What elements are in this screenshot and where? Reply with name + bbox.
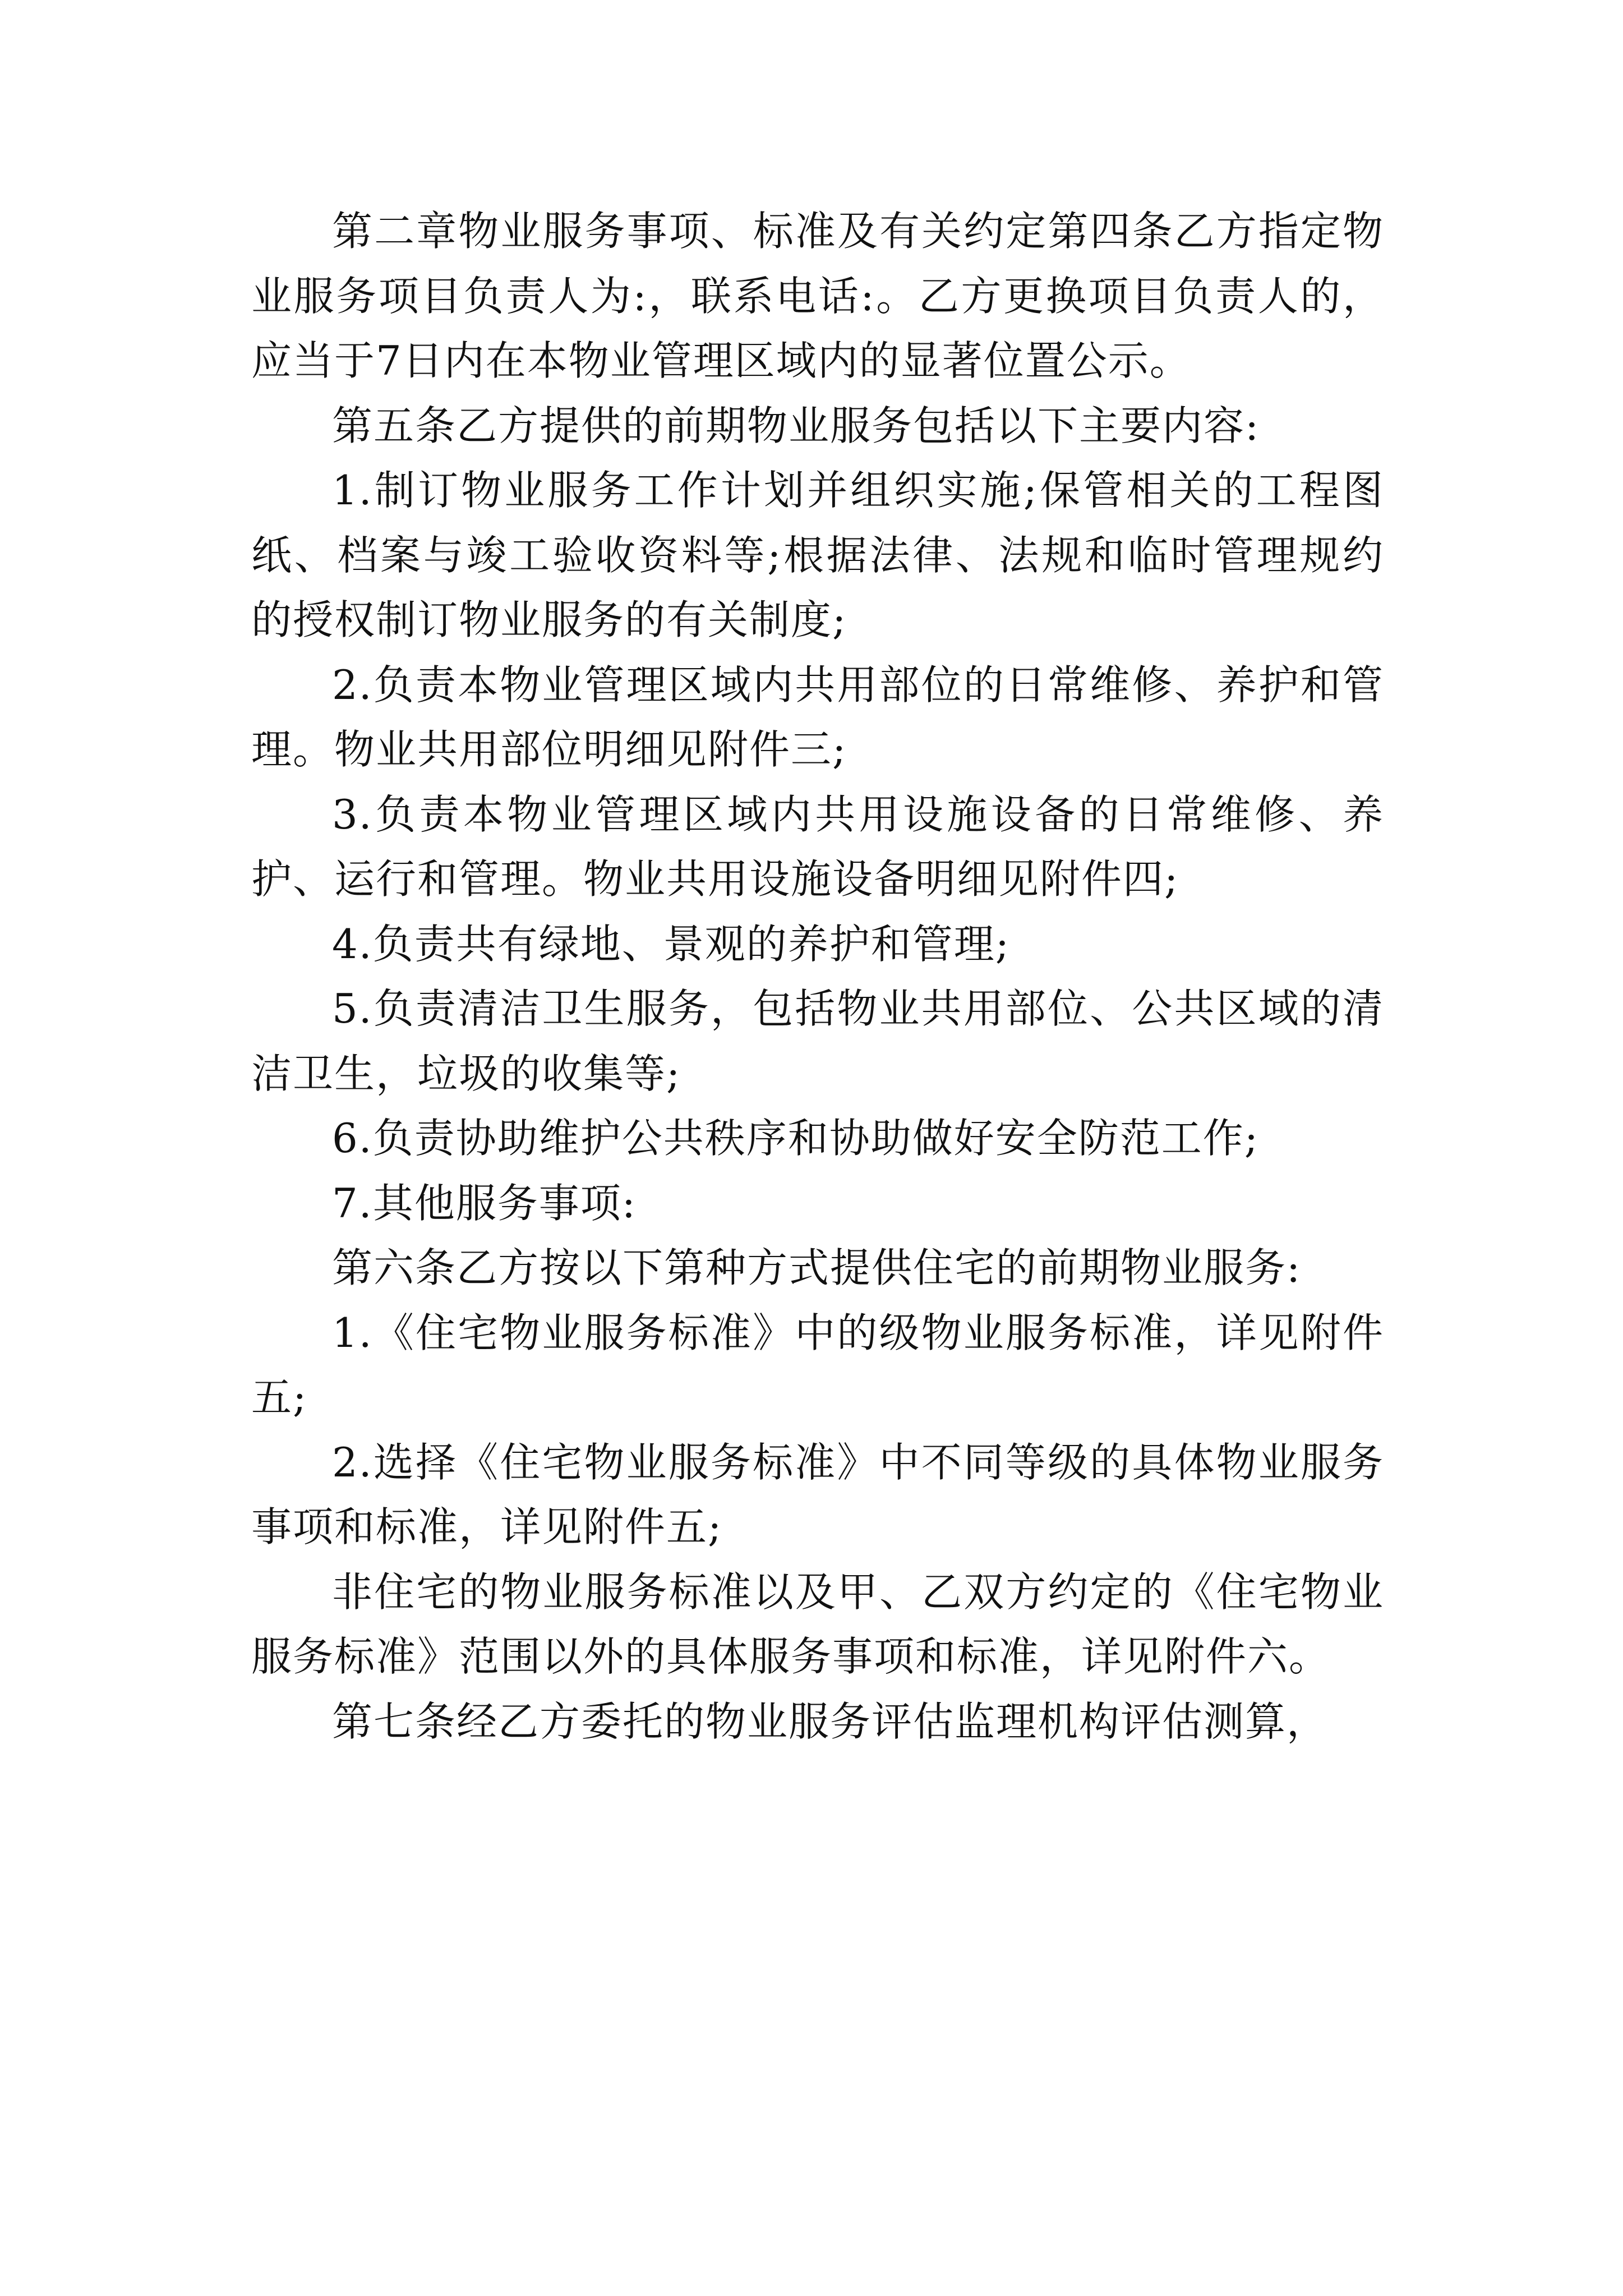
paragraph-item-1: 1.制订物业服务工作计划并组织实施;保管相关的工程图纸、档案与竣工验收资料等;根据法律、法规和临时管理规约的授权制订物业服务的有关制度;: [251, 467, 1384, 643]
paragraph-article-five: 第五条乙方提供的前期物业服务包括以下主要内容:: [332, 402, 1260, 449]
paragraph-item-5: 5.负责清洁卫生服务，包括物业共用部位、公共区域的清洁卫生，垃圾的收集等;: [251, 985, 1384, 1097]
paragraph-article-seven: 第七条经乙方委托的物业服务评估监理机构评估测算，: [332, 1697, 1329, 1745]
paragraph-option-1: 1.《住宅物业服务标准》中的级物业服务标准，详见附件五;: [251, 1309, 1384, 1421]
document-body: [251, 199, 1384, 1754]
paragraph-article-six: 第六条乙方按以下第种方式提供住宅的前期物业服务:: [332, 1244, 1302, 1291]
paragraph-item-2: 2.负责本物业管理区域内共用部位的日常维修、养护和管理。物业共用部位明细见附件三;: [251, 661, 1384, 773]
paragraph-item-7: 7.其他服务事项:: [332, 1179, 637, 1227]
paragraph-item-3: 3.负责本物业管理区域内共用设施设备的日常维修、养护、运行和管理。物业共用设施设备明细见附件四;: [251, 790, 1384, 903]
paragraph-non-residential: 非住宅的物业服务标准以及甲、乙双方约定的《住宅物业服务标准》范围以外的具体服务事项和标准，详见附件六。: [251, 1568, 1384, 1680]
paragraph-option-2: 2.选择《住宅物业服务标准》中不同等级的具体物业服务事项和标准，详见附件五;: [251, 1438, 1384, 1550]
paragraph-chapter-two-article-four: 第二章物业服务事项、标准及有关约定第四条乙方指定物业服务项目负责人为:，联系电话:。乙方更换项目负责人的，应当于7日内在本物业管理区域内的显著位置公示。: [251, 208, 1384, 384]
paragraph-item-6: 6.负责协助维护公共秩序和协助做好安全防范工作;: [332, 1115, 1259, 1162]
paragraph-item-4: 4.负责共有绿地、景观的养护和管理;: [332, 920, 1010, 968]
